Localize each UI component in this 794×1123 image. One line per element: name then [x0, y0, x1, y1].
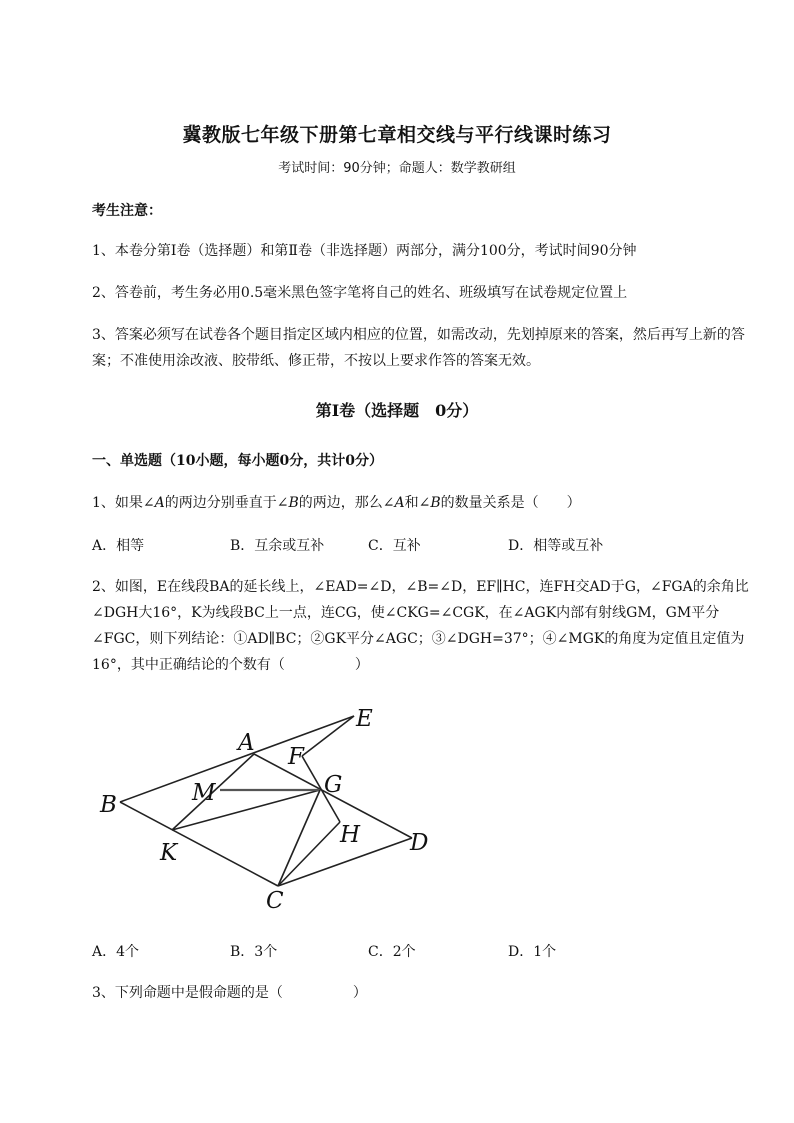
subsection-title: 一、单选题（10小题，每小题0分，共计0分）: [92, 453, 383, 469]
q1-option-b[interactable]: B．互余或互补: [230, 538, 325, 554]
page-title: 冀教版七年级下册第七章相交线与平行线课时练习: [182, 124, 612, 146]
q2-option-a[interactable]: A．4个: [92, 944, 140, 960]
line-gc: [278, 790, 320, 886]
q1-text: 的数量关系是（ ）: [440, 495, 581, 511]
label-b: B: [100, 792, 117, 818]
question-2-stem: 2、如图，E在线段BA的延长线上，∠EAD=∠D，∠B=∠D，EF∥HC，连FH交AD于G，∠FGA的余角比∠DGH大16°，K为线段BC上一点，连CG，使∠CKG=∠CGK，在∠AGK内部有射线GM，GM平分∠FGC，则下列结论：①AD∥BC；②GK平分∠AGC；③∠DGH=37°；④∠MGK的角度为定值且定值为16°，其中正确结论的个数有（ ）: [92, 579, 749, 673]
q2-option-c[interactable]: C．2个: [368, 944, 416, 960]
q1-text: 1、如果: [92, 495, 143, 511]
q1-angle-a: ∠A: [142, 495, 165, 511]
question-2-options: [92, 941, 752, 963]
label-c: C: [266, 888, 284, 914]
label-e: E: [356, 706, 373, 732]
notice-item-2: 2、答卷前，考生务必用0.5毫米黑色签字笔将自己的姓名、班级填写在试卷规定位置上: [92, 285, 628, 301]
label-f: F: [288, 744, 304, 770]
line-bc: [120, 802, 278, 886]
q1-angle-a: ∠A: [382, 495, 405, 511]
label-k: K: [160, 840, 178, 866]
line-hc: [278, 822, 340, 886]
section-title: 第Ⅰ卷（选择题 0分）: [315, 401, 479, 420]
q1-angle-b: ∠B: [276, 495, 299, 511]
label-a: A: [238, 730, 255, 756]
q1-option-c[interactable]: C．互补: [368, 538, 421, 554]
q1-text: 的两边，那么: [298, 495, 383, 511]
geometry-figure: [96, 700, 436, 920]
label-g: G: [324, 772, 343, 798]
label-m: M: [192, 780, 216, 806]
notice-heading: 考生注意：: [92, 203, 162, 219]
q1-option-d[interactable]: D．相等或互补: [508, 538, 604, 554]
question-1-stem: [92, 490, 752, 516]
question-3-stem: 3、下列命题中是假命题的是（ ）: [92, 985, 367, 1001]
q2-option-b[interactable]: B．3个: [230, 944, 278, 960]
notice-item-1: 1、本卷分第Ⅰ卷（选择题）和第Ⅱ卷（非选择题）两部分，满分100分，考试时间90分钟: [92, 243, 637, 259]
question-1-options: [92, 535, 752, 557]
q2-option-d[interactable]: D．1个: [508, 944, 557, 960]
label-h: H: [340, 822, 361, 848]
page-subtitle: 考试时间：90分钟；命题人：数学教研组: [278, 161, 516, 176]
q1-option-a[interactable]: A．相等: [92, 538, 145, 554]
notice-item-3: 3、答案必须写在试卷各个题目指定区域内相应的位置，如需改动，先划掉原来的答案，然后再写上新的答案；不准使用涂改液、胶带纸、修正带，不按以上要求作答的答案无效。: [92, 327, 745, 369]
q1-angle-b: ∠B: [418, 495, 441, 511]
q1-text: 的两边分别垂直于: [164, 495, 277, 511]
q1-text: 和: [404, 495, 419, 511]
line-fe: [302, 716, 354, 756]
label-d: D: [410, 830, 429, 856]
